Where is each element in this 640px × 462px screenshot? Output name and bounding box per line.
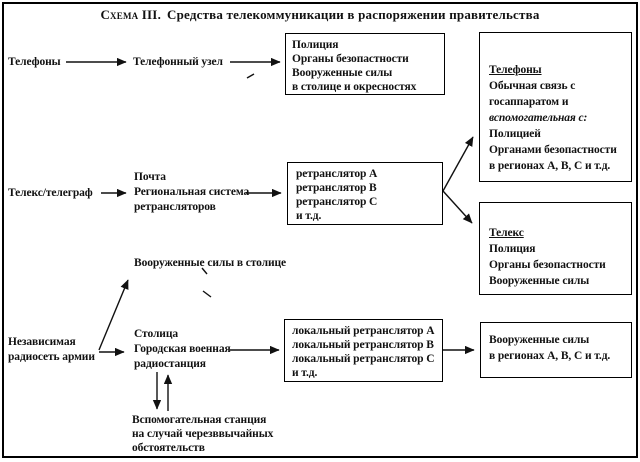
box-line: и т.д. <box>296 210 322 222</box>
label-auxiliary-line: Вспомогательная станция <box>132 414 267 426</box>
label-auxiliary-station <box>132 413 273 455</box>
label-auxiliary-line: обстоятельств <box>132 442 205 454</box>
box-header-telephones: Телефоны <box>489 64 542 76</box>
label-post-line: Почта <box>134 171 166 183</box>
box-line-italic: вспомогательная с: <box>489 112 588 124</box>
box-line: Вооруженные силы <box>489 334 590 346</box>
box-line: в регионах А, В, С и т.д. <box>489 160 611 172</box>
box-line: Органами безопастности <box>489 144 617 156</box>
box-line: Полиция <box>292 39 339 51</box>
box-line: ретранслятор С <box>296 196 378 208</box>
box-line: и т.д. <box>292 367 318 379</box>
label-telex-telegraph: Телекс/телеграф <box>8 187 93 199</box>
scheme-number: Схема III. <box>100 7 162 22</box>
label-post-line: ретрансляторов <box>134 201 216 213</box>
box-line: в столице и окресностях <box>292 81 417 93</box>
box-line: Органы безопастности <box>489 259 606 271</box>
label-post-regional-system <box>134 170 249 215</box>
box-local-retransmitters <box>284 319 443 382</box>
box-line: локальный ретранслятор С <box>292 353 435 365</box>
box-line: Вооруженные силы <box>292 67 393 79</box>
label-armed-forces-capital: Вооруженные силы в столице <box>134 257 287 269</box>
scheme-title-text: Средства телекоммуникации в распоряжении правительства <box>167 7 540 22</box>
box-line: локальный ретранслятор А <box>292 325 435 337</box>
label-capital-military-station <box>134 327 231 372</box>
box-header-telex: Телекс <box>489 227 524 239</box>
box-telex-detail <box>479 202 632 295</box>
box-line: Органы безопастности <box>292 53 409 65</box>
label-capital-line: Городская военная <box>134 343 231 355</box>
box-line: Вооруженные силы <box>489 275 590 287</box>
label-independent-army-radio <box>8 335 95 365</box>
scheme-title <box>0 7 640 23</box>
label-telephone-node: Телефонный узел <box>133 56 223 68</box>
box-line: Полицией <box>489 128 541 140</box>
label-capital-line: Столица <box>134 328 179 340</box>
box-retransmitters <box>287 162 443 225</box>
box-line: ретранслятор В <box>296 182 377 194</box>
label-post-line: Региональная система <box>134 186 250 198</box>
box-line: локальный ретранслятор В <box>292 339 434 351</box>
label-independent-radio-line: Независимая <box>8 336 76 348</box>
box-telephones-detail <box>479 32 632 182</box>
label-capital-line: радиостанция <box>134 358 206 370</box>
label-independent-radio-line: радиосеть армии <box>8 351 95 363</box>
box-armed-forces-regions <box>480 322 632 378</box>
box-line: Обычная связь с <box>489 80 576 92</box>
box-line: госаппаратом и <box>489 96 569 108</box>
label-telephones: Телефоны <box>8 56 61 68</box>
label-auxiliary-line: на случай черезввычайных <box>132 428 274 440</box>
box-line: ретранслятор А <box>296 168 378 180</box>
box-police-security-capital <box>285 33 445 95</box>
box-line: в регионах А, В, С и т.д. <box>489 350 611 362</box>
box-line: Полиция <box>489 243 536 255</box>
